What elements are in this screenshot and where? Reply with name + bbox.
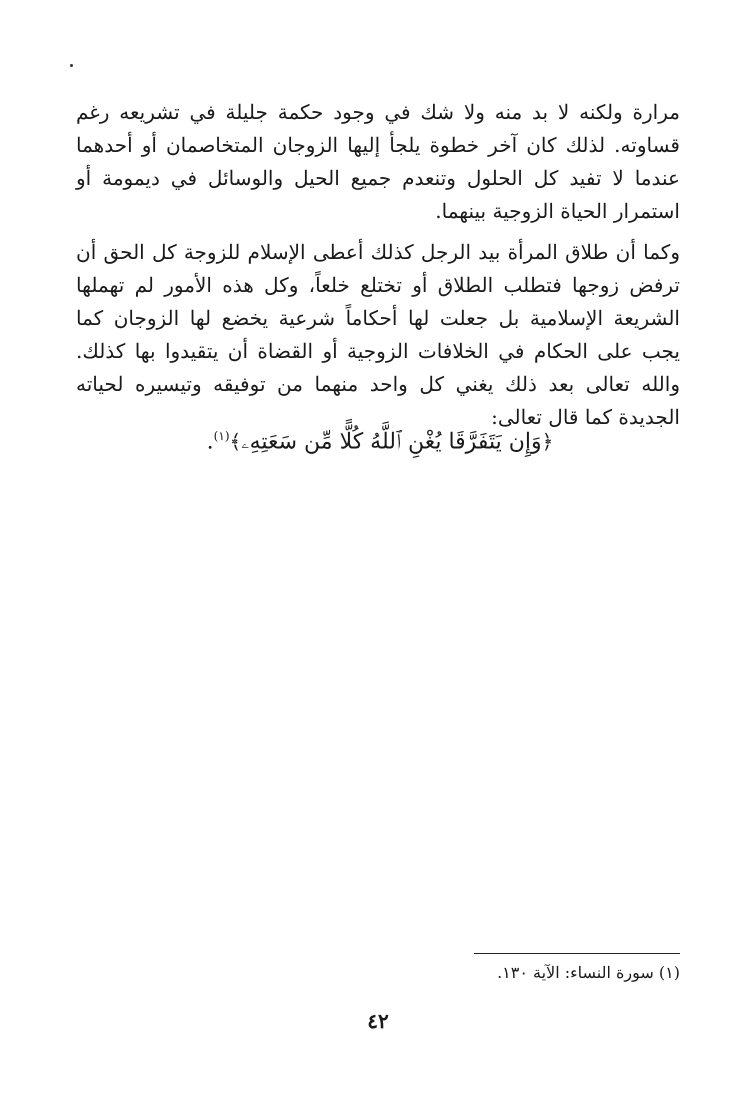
verse-close-bracket: ﴾ [229,429,242,454]
footnote-divider [474,953,680,954]
print-speck [70,64,73,67]
verse-open-bracket: ﴿ [541,429,554,454]
footnote-text: سورة النساء: الآية ١٣٠. [497,963,654,982]
footnote [300,960,680,986]
verse-footnote-ref: (١) [213,429,230,443]
page-number: ٤٢ [367,1009,389,1033]
footnote-marker: (١) [658,963,680,982]
verse-text: وَإِن يَتَفَرَّقَا يُغْنِ ٱللَّهُ كُلًّا مِّن سَعَتِهِۦ [241,429,542,455]
verse-end-mark: . [206,429,214,455]
body-paragraph-1: مرارة ولكنه لا بد منه ولا شك في وجود حكمة جليلة في تشريعه رغم قساوته. لذلك كان آخر خطوة يلجأ إليها الزوجان المتخاصمان أو أحدهما عندما لا تفيد كل الحلول وتنعدم جميع الحيل والوسائل في ديمومة أو استمرار الحياة الزوجية بينهما. [76,100,680,223]
quran-verse [80,418,680,460]
body-paragraph-2: وكما أن طلاق المرأة بيد الرجل كذلك أعطى الإسلام للزوجة كل الحق أن ترفض زوجها فتطلب الطلاق أو تختلع خلعاً، وكل هذه الأمور لم تهملها الشريعة الإسلامية بل جعلت لها أحكاماً شرعية يخضع لها الزوجان كما يجب على الحكام في الخلافات الزوجية أو القضاة أن يتقيدوا بها كذلك. والله تعالى بعد ذلك يغني كل واحد منهما من توفيقه وتيسيره لحياته الجديدة كما قال تعالى: [76,240,680,429]
